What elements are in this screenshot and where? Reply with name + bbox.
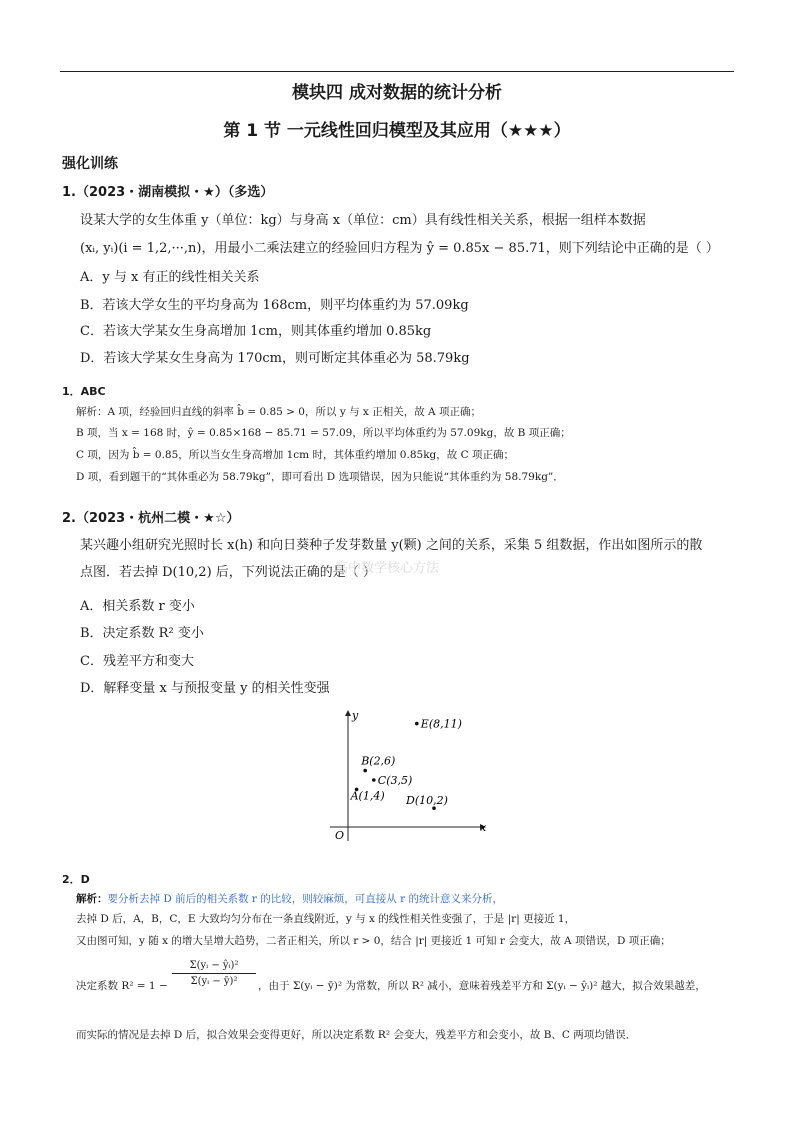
- y-axis-label: y: [352, 709, 359, 722]
- q1-head: 1.（2023・湖南模拟・★）（多选）: [62, 185, 274, 200]
- q2-stem-line1: 某兴趣小组研究光照时长 x(h) 和向日葵种子发芽数量 y(颗) 之间的关系，采集 5 组数据，作出如图所示的散: [80, 538, 703, 553]
- point-label: A(1,4): [350, 789, 385, 803]
- x-axis-label: x: [480, 821, 487, 834]
- q2-option-d: D．解释变量 x 与预报变量 y 的相关性变强: [80, 681, 330, 696]
- q2-solution-line1: 去掉 D 后，A，B，C，E 大致均匀分布在一条直线附近，y 与 x 的线性相关性变强了，于是 |r| 更接近 1，: [76, 913, 576, 925]
- page-subtitle: 第 1 节 一元线性回归模型及其应用（★★★）: [223, 121, 571, 141]
- section-title: 强化训练: [62, 156, 118, 172]
- scatter-plot: [325, 703, 495, 843]
- q1-answer: 1．ABC: [62, 385, 106, 398]
- point-label: E(8,11): [420, 717, 462, 731]
- q2-solution-hint: 要分析去掉 D 前后的相关系数 r 的比较，则较麻烦，可直接从 r 的统计意义来分析，: [107, 893, 503, 905]
- q2-stem-line2: 点图．若去掉 D(10,2) 后，下列说法正确的是（ ）: [80, 565, 376, 580]
- q1-solution-line1: 解析：A 项，经验回归直线的斜率 b̂ = 0.85 > 0，所以 y 与 x 正相关，故 A 项正确；: [76, 406, 481, 418]
- point-label: B(2,6): [361, 754, 396, 768]
- point-label: C(3,5): [377, 774, 413, 787]
- origin-label: O: [335, 829, 345, 842]
- scatter-point: [415, 722, 419, 726]
- scatter-point: [363, 769, 367, 773]
- q2-solution-line3: ，由于 Σ(yᵢ − ȳ)² 为常数，所以 R² 减小，意味着残差平方和 Σ(yᵢ − ŷᵢ)² 越大，拟合效果越差，: [258, 980, 706, 992]
- q2-solution-line2: 又由图可知，y 随 x 的增大呈增大趋势，二者正相关，所以 r > 0，结合 |r| 更接近 1 可知 r 会变大，故 A 项错误，D 项正确；: [76, 935, 671, 947]
- r2-denominator: Σ(yᵢ − ȳ)²: [190, 976, 238, 987]
- q2-head: 2.（2023・杭州二模・★☆）: [62, 511, 240, 526]
- q2-answer: 2．D: [62, 873, 90, 886]
- q2-option-a: A．相关系数 r 变小: [80, 599, 195, 614]
- q1-option-a: A．y 与 x 有正的线性相关关系: [80, 270, 260, 285]
- q1-option-c: C．若该大学某女生身高增加 1cm，则其体重约增加 0.85kg: [80, 324, 432, 339]
- q2-option-c: C．残差平方和变大: [80, 654, 194, 669]
- q1-solution-line3: C 项，因为 b̂ = 0.85，所以当女生身高增加 1cm 时，其体重约增加 0.85kg，故 C 项正确；: [76, 449, 514, 461]
- q1-stem-line2: (xᵢ, yᵢ)(i = 1,2,···,n)，用最小二乘法建立的经验回归方程为 ŷ = 0.85x − 85.71，则下列结论中正确的是（ ）: [80, 241, 719, 256]
- page-title: 模块四 成对数据的统计分析: [292, 83, 502, 103]
- q1-option-d: D．若该大学某女生身高为 170cm，则可断定其体重必为 58.79kg: [80, 351, 470, 366]
- top-rule: [60, 71, 734, 72]
- r2-numerator: Σ(yᵢ − ŷᵢ)²: [189, 960, 239, 971]
- scatter-point: [372, 778, 376, 782]
- q2-r2-label: 决定系数 R² = 1 −: [76, 980, 168, 992]
- q1-option-b: B．若该大学女生的平均身高为 168cm，则平均体重约为 57.09kg: [80, 298, 469, 313]
- q1-stem-line1: 设某大学的女生体重 y（单位：kg）与身高 x（单位：cm）具有线性相关关系，根据一组样本数据: [80, 213, 646, 228]
- q2-option-b: B．决定系数 R² 变小: [80, 626, 204, 641]
- watermark: 高中数学核心方法: [335, 561, 440, 576]
- q2-solution-intro: [76, 891, 503, 906]
- q1-solution-line4: D 项，看到题干的“其体重必为 58.79kg”，即可看出 D 选项错误，因为只能说“其体重约为 58.79kg”．: [76, 471, 564, 483]
- r2-fraction: [172, 960, 256, 987]
- q2-solution-line4: 而实际的情况是去掉 D 后，拟合效果会变得更好，所以决定系数 R² 会变大，残差平方和会变小，故 B、C 两项均错误．: [76, 1029, 637, 1041]
- q2-solution-label: 解析：: [76, 893, 108, 905]
- point-label: D(10,2): [406, 794, 448, 808]
- q1-solution-line2: B 项，当 x = 168 时，ŷ = 0.85×168 − 85.71 = 57.09，所以平均体重约为 57.09kg，故 B 项正确；: [76, 427, 571, 439]
